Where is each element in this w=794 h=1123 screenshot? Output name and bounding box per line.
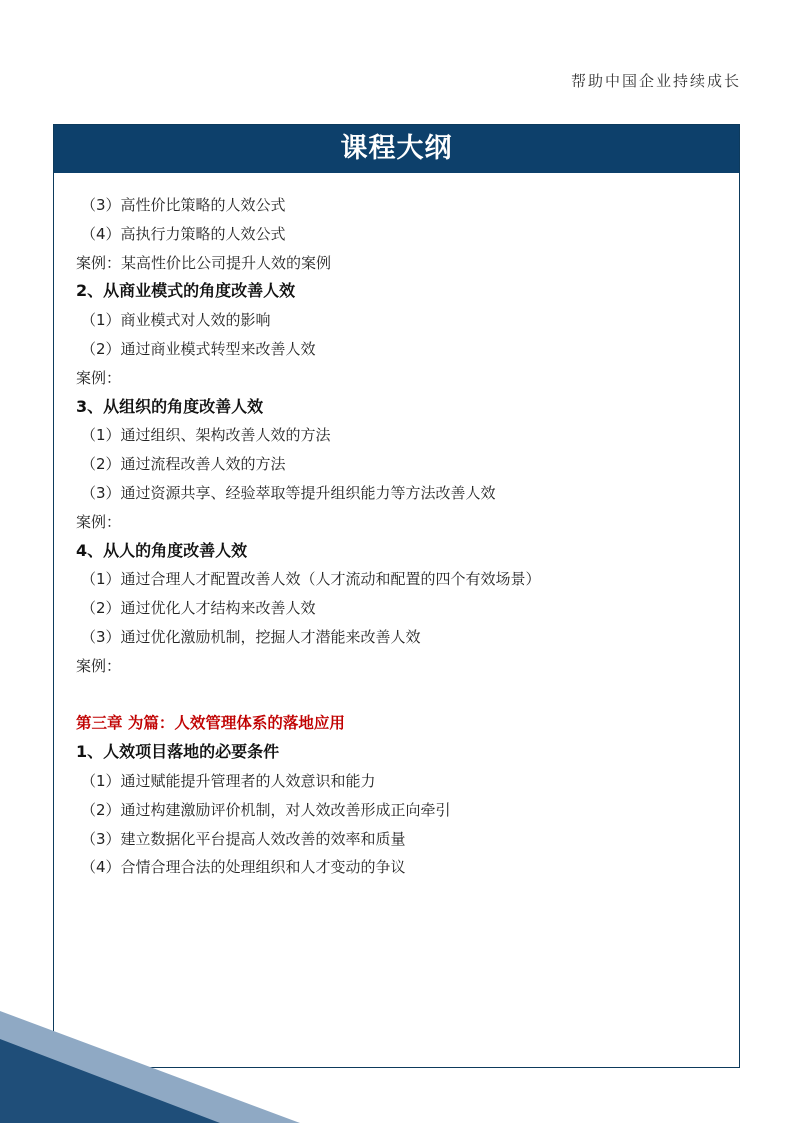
case-line: 案例： [76, 512, 122, 531]
section-heading: 3、从组织的角度改善人效 [76, 396, 264, 416]
section-heading: 1、人效项目落地的必要条件 [76, 742, 280, 762]
case-line: 案例： [76, 368, 122, 387]
outline-item: （3）建立数据化平台提高人效改善的效率和质量 [81, 829, 406, 848]
corner-decoration [0, 1011, 300, 1123]
outline-item: （1）通过赋能提升管理者的人效意识和能力 [81, 771, 376, 790]
outline-item: （3）通过优化激励机制，挖掘人才潜能来改善人效 [81, 627, 421, 646]
case-line: 案例：某高性价比公司提升人效的案例 [76, 253, 332, 272]
blank-line [76, 681, 729, 710]
section-heading: 4、从人的角度改善人效 [76, 540, 248, 560]
outline-item: （2）通过流程改善人效的方法 [81, 455, 286, 474]
outline-item: （3）通过资源共享、经验萃取等提升组织能力等方法改善人效 [81, 483, 496, 502]
outline-item: （1）通过合理人才配置改善人效（人才流动和配置的四个有效场景） [81, 570, 541, 589]
outline-item: （2）通过商业模式转型来改善人效 [81, 339, 316, 358]
page-title: 课程大纲 [54, 125, 739, 173]
outline-item: （1）商业模式对人效的影响 [81, 311, 271, 330]
header-tagline: 帮助中国企业持续成长 [570, 72, 741, 90]
outline-item: （4）高执行力策略的人效公式 [81, 224, 286, 243]
outline-item: （2）通过构建激励评价机制，对人效改善形成正向牵引 [81, 800, 451, 819]
outline-item: （4）合情合理合法的处理组织和人才变动的争议 [81, 858, 406, 877]
section-heading: 2、从商业模式的角度改善人效 [76, 281, 296, 301]
outline-content [76, 191, 729, 882]
chapter-title: 第三章 为篇：人效管理体系的落地应用 [76, 714, 345, 733]
outline-item: （1）通过组织、架构改善人效的方法 [81, 426, 331, 445]
outline-item: （2）通过优化人才结构来改善人效 [81, 599, 316, 618]
outline-item: （3）高性价比策略的人效公式 [81, 196, 286, 214]
case-line: 案例： [76, 656, 122, 675]
outline-frame [53, 124, 740, 1068]
